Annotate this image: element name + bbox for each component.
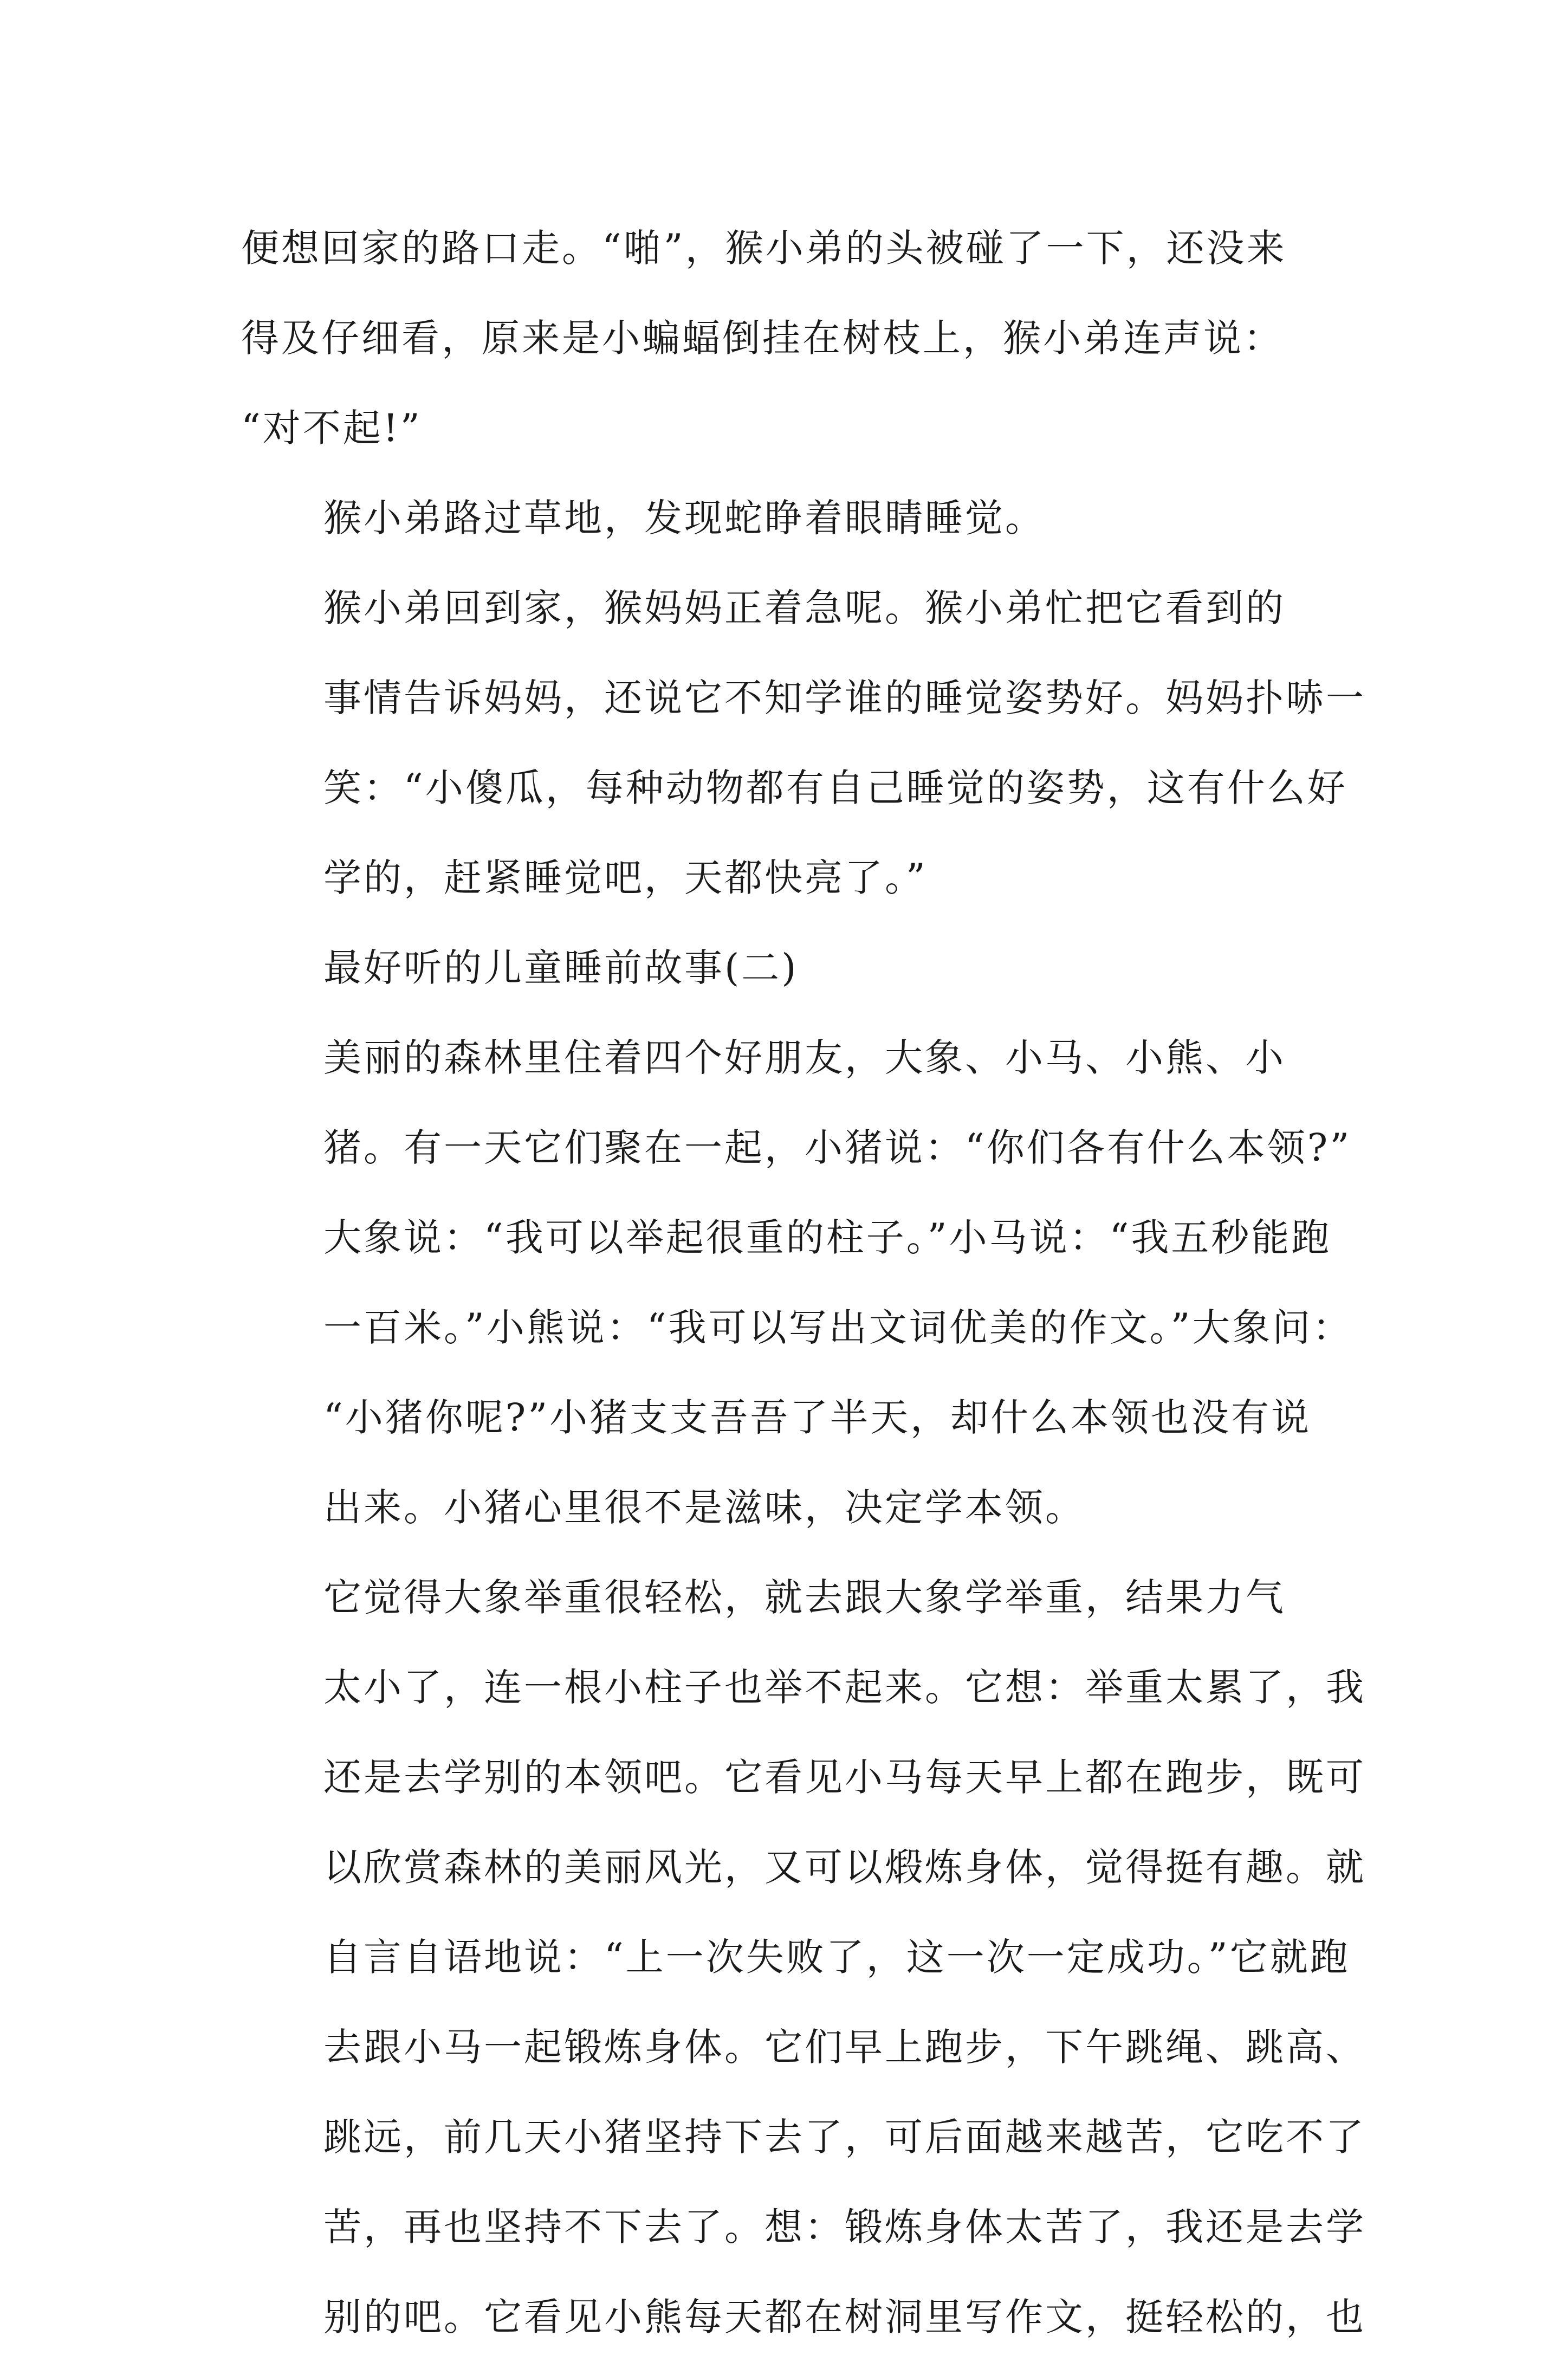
paragraph (241, 203, 1379, 473)
text-line: 美丽的森林里住着四个好朋友，大象、小马、小熊、小 (323, 1036, 1286, 1080)
text-line: 自言自语地说：“上一次失败了，这一次一定成功。”它就跑 (323, 1935, 1350, 1979)
text-line: 跳远，前几天小猪坚持下去了，可后面越来越苦，它吃不了 (323, 2115, 1366, 2159)
paragraph (241, 1013, 1379, 1552)
text-line: 事情告诉妈妈，还说它不知学谁的睡觉姿势好。妈妈扑哧一 (323, 676, 1366, 720)
paragraph (241, 563, 1379, 923)
text-line: 出来。小猪心里很不是滋味，决定学本领。 (323, 1485, 1085, 1530)
text-line: 猴小弟路过草地，发现蛇睁着眼睛睡觉。 (323, 496, 1045, 540)
text-line: 得及仔细看，原来是小蝙蝠倒挂在树枝上，猴小弟连声说： (241, 316, 1284, 360)
paragraph (241, 1552, 1379, 2362)
text-line: 还是去学别的本领吧。它看见小马每天早上都在跑步，既可 (323, 1755, 1366, 1800)
text-line: “小猪你呢?”小猪支支吾吾了半天，却什么本领也没有说 (323, 1395, 1312, 1440)
text-line: 便想回家的路口走。“啪”，猴小弟的头被碰了一下，还没来 (241, 226, 1287, 270)
text-line: 别的吧。它看见小熊每天都在树洞里写作文，挺轻松的，也 (323, 2295, 1366, 2339)
text-line: 苦，再也坚持不下去了。想：锻炼身体太苦了，我还是去学 (323, 2205, 1366, 2249)
text-line: 大象说：“我可以举起很重的柱子。”小马说：“我五秒能跑 (323, 1215, 1332, 1260)
text-line: 笑：“小傻瓜，每种动物都有自己睡觉的姿势，这有什么好 (323, 766, 1347, 810)
text-line: 猪。有一天它们聚在一起，小猪说：“你们各有什么本领?” (323, 1125, 1352, 1170)
paragraph (241, 473, 1379, 563)
text-line: 猴小弟回到家，猴妈妈正着急呢。猴小弟忙把它看到的 (323, 586, 1286, 630)
text-line: 最好听的儿童睡前故事(二) (323, 946, 799, 990)
text-line: 太小了，连一根小柱子也举不起来。它想：举重太累了，我 (323, 1665, 1366, 1710)
text-line: 以欣赏森林的美丽风光，又可以煅炼身体，觉得挺有趣。就 (323, 1845, 1366, 1889)
text-line: 一百米。”小熊说：“我可以写出文词优美的作文。”大象问： (323, 1305, 1353, 1350)
document-body (241, 203, 1379, 2362)
text-line: 它觉得大象举重很轻松，就去跟大象学举重，结果力气 (323, 1575, 1286, 1620)
paragraph (241, 923, 1379, 1013)
text-line: 去跟小马一起锻炼身体。它们早上跑步，下午跳绳、跳高、 (323, 2025, 1366, 2069)
text-line: 学的，赶紧睡觉吧，天都快亮了。” (323, 856, 928, 900)
text-line: “对不起!” (241, 406, 422, 450)
